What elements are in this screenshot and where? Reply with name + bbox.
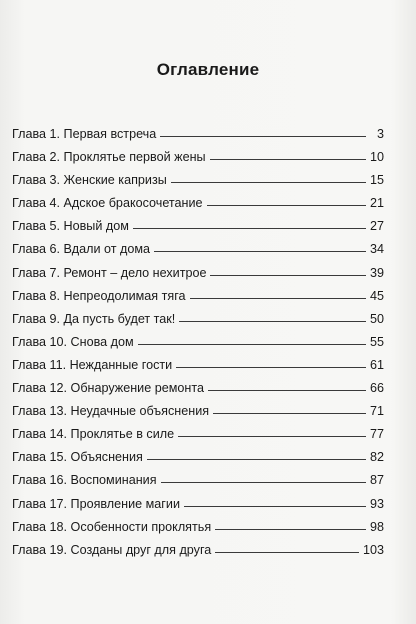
toc-leader-line: [213, 412, 366, 414]
toc-entry-title: Глава 17. Проявление магии: [12, 496, 180, 511]
toc-leader-line: [208, 389, 366, 391]
toc-entry: [12, 403, 384, 426]
toc-leader-line: [147, 458, 366, 460]
toc-entry-page: 77: [369, 427, 384, 442]
toc-leader-line: [210, 158, 366, 160]
toc-entry: [12, 149, 384, 172]
toc-entry-title: Глава 12. Обнаружение ремонта: [12, 381, 204, 396]
toc-leader-line: [190, 297, 366, 299]
toc-entry-title: Глава 3. Женские капризы: [12, 173, 167, 188]
toc-entry-page: 3: [376, 127, 384, 141]
toc-entry-page: 103: [362, 542, 384, 557]
toc-leader-line: [207, 204, 366, 206]
toc-entry-page: 45: [369, 288, 384, 303]
toc-entry-page: 98: [369, 519, 384, 534]
toc-entry-page: 93: [369, 496, 384, 511]
toc-entry: [12, 334, 384, 357]
toc-entry: [12, 380, 384, 403]
toc-entry-page: 39: [369, 265, 384, 280]
toc-entry-title: Глава 18. Особенности проклятья: [12, 519, 212, 534]
toc-entry-page: 27: [369, 219, 384, 234]
toc-entry: [12, 449, 384, 472]
toc-entry-page: 87: [369, 473, 384, 488]
toc-entry-title: Глава 8. Непреодолимая тяга: [12, 288, 186, 303]
toc-leader-line: [179, 320, 366, 322]
toc-entry-title: Глава 11. Нежданные гости: [12, 357, 173, 372]
toc-leader-line: [176, 366, 366, 368]
toc-entry-page: 66: [369, 381, 384, 396]
toc-entry-page: 61: [369, 357, 384, 372]
toc-leader-line: [133, 227, 366, 229]
toc-leader-line: [171, 181, 366, 183]
toc-entry: [12, 311, 384, 334]
toc-entry: [12, 172, 384, 195]
toc-entry: [12, 241, 384, 264]
toc-entry-title: Глава 10. Снова дом: [12, 334, 134, 349]
toc-leader-line: [154, 250, 366, 252]
toc-entry-title: Глава 5. Новый дом: [12, 219, 129, 234]
toc-entry-title: Глава 19. Созданы друг для друга: [12, 542, 212, 557]
toc-entry: [12, 357, 384, 380]
toc-entry: [12, 519, 384, 542]
toc-entry-title: Глава 1. Первая встреча: [12, 127, 157, 141]
toc-entry-title: Глава 13. Неудачные объяснения: [12, 404, 210, 419]
toc-entry: [12, 218, 384, 241]
toc-entry-page: 82: [369, 450, 384, 465]
toc-entry-title: Глава 16. Воспоминания: [12, 473, 157, 488]
toc-entry-page: 15: [369, 173, 384, 188]
page-title: Оглавление: [156, 60, 260, 79]
table-of-contents: [12, 126, 384, 565]
toc-entry-page: 71: [369, 404, 384, 419]
toc-entry-title: Глава 4. Адское бракосочетание: [12, 196, 203, 211]
toc-entry-page: 50: [369, 311, 384, 326]
toc-entry-page: 10: [369, 150, 384, 165]
toc-leader-line: [184, 505, 366, 507]
toc-entry: [12, 195, 384, 218]
toc-leader-line: [215, 551, 359, 553]
toc-entry: [12, 542, 384, 565]
toc-entry-title: Глава 14. Проклятье в силе: [12, 427, 175, 442]
toc-entry-title: Глава 6. Вдали от дома: [12, 242, 151, 257]
toc-entry-page: 55: [369, 334, 384, 349]
toc-entry: [12, 288, 384, 311]
toc-entry: [12, 472, 384, 495]
toc-leader-line: [161, 481, 366, 483]
toc-leader-line: [178, 435, 366, 437]
toc-entry-title: Глава 15. Объяснения: [12, 450, 143, 465]
toc-leader-line: [210, 274, 366, 276]
toc-entry: [12, 426, 384, 449]
toc-entry-page: 21: [369, 196, 384, 211]
toc-leader-line: [138, 343, 366, 345]
toc-entry-title: Глава 2. Проклятье первой жены: [12, 150, 206, 165]
toc-entry: [12, 265, 384, 288]
toc-entry-page: 34: [369, 242, 384, 257]
toc-entry: [12, 496, 384, 519]
toc-leader-line: [215, 528, 366, 530]
toc-entry-title: Глава 9. Да пусть будет так!: [12, 311, 176, 326]
toc-leader-line: [160, 135, 366, 137]
toc-entry-title: Глава 7. Ремонт – дело нехитрое: [12, 265, 207, 280]
toc-entry: [12, 126, 384, 149]
